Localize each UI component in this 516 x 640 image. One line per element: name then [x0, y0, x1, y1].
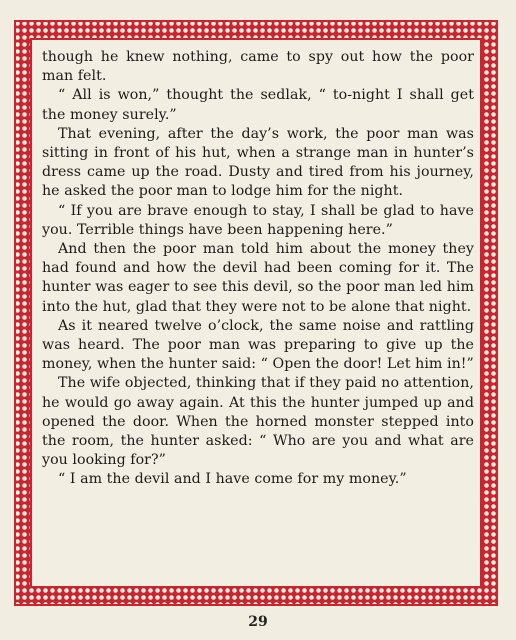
story-text — [42, 48, 474, 490]
paragraph-5: And then the poor man told him about the money they had found and how the devil had been coming for it. The hunter was eager to see this devil, so the poor man led him into the hut, glad that they were not to be alone that night. — [42, 241, 474, 315]
paragraph-8: “ I am the devil and I have come for my money.” — [58, 471, 407, 488]
paragraph-6: As it neared twelve o’clock, the same noise and rattling was heard. The poor man was preparing to give up the money, when the hunter said: “ Open the door! Let him in!” — [42, 317, 474, 373]
paragraph-4: “ If you are brave enough to stay, I shall be glad to have you. Terrible things have been happening here.” — [42, 202, 474, 238]
paragraph-1: though he knew nothing, came to spy out how the poor man felt. — [42, 49, 474, 85]
paragraph-7: The wife objected, thinking that if they paid no attention, he would go away again. At this the hunter jumped up and opened the door. When the horned monster stepped into the room, the hunter asked: “ Who are you and what are you looking for?” — [42, 375, 474, 469]
page-number: 29 — [248, 614, 268, 630]
paragraph-2: “ All is won,” thought the sedlak, “ to-night I shall get the money surely.” — [42, 87, 474, 123]
paragraph-3: That evening, after the day’s work, the poor man was sitting in front of his hut, when a strange man in hunter’s dress came up the road. Dusty and tired from his journey, he asked the poor man to lodge him for the night. — [42, 125, 474, 200]
